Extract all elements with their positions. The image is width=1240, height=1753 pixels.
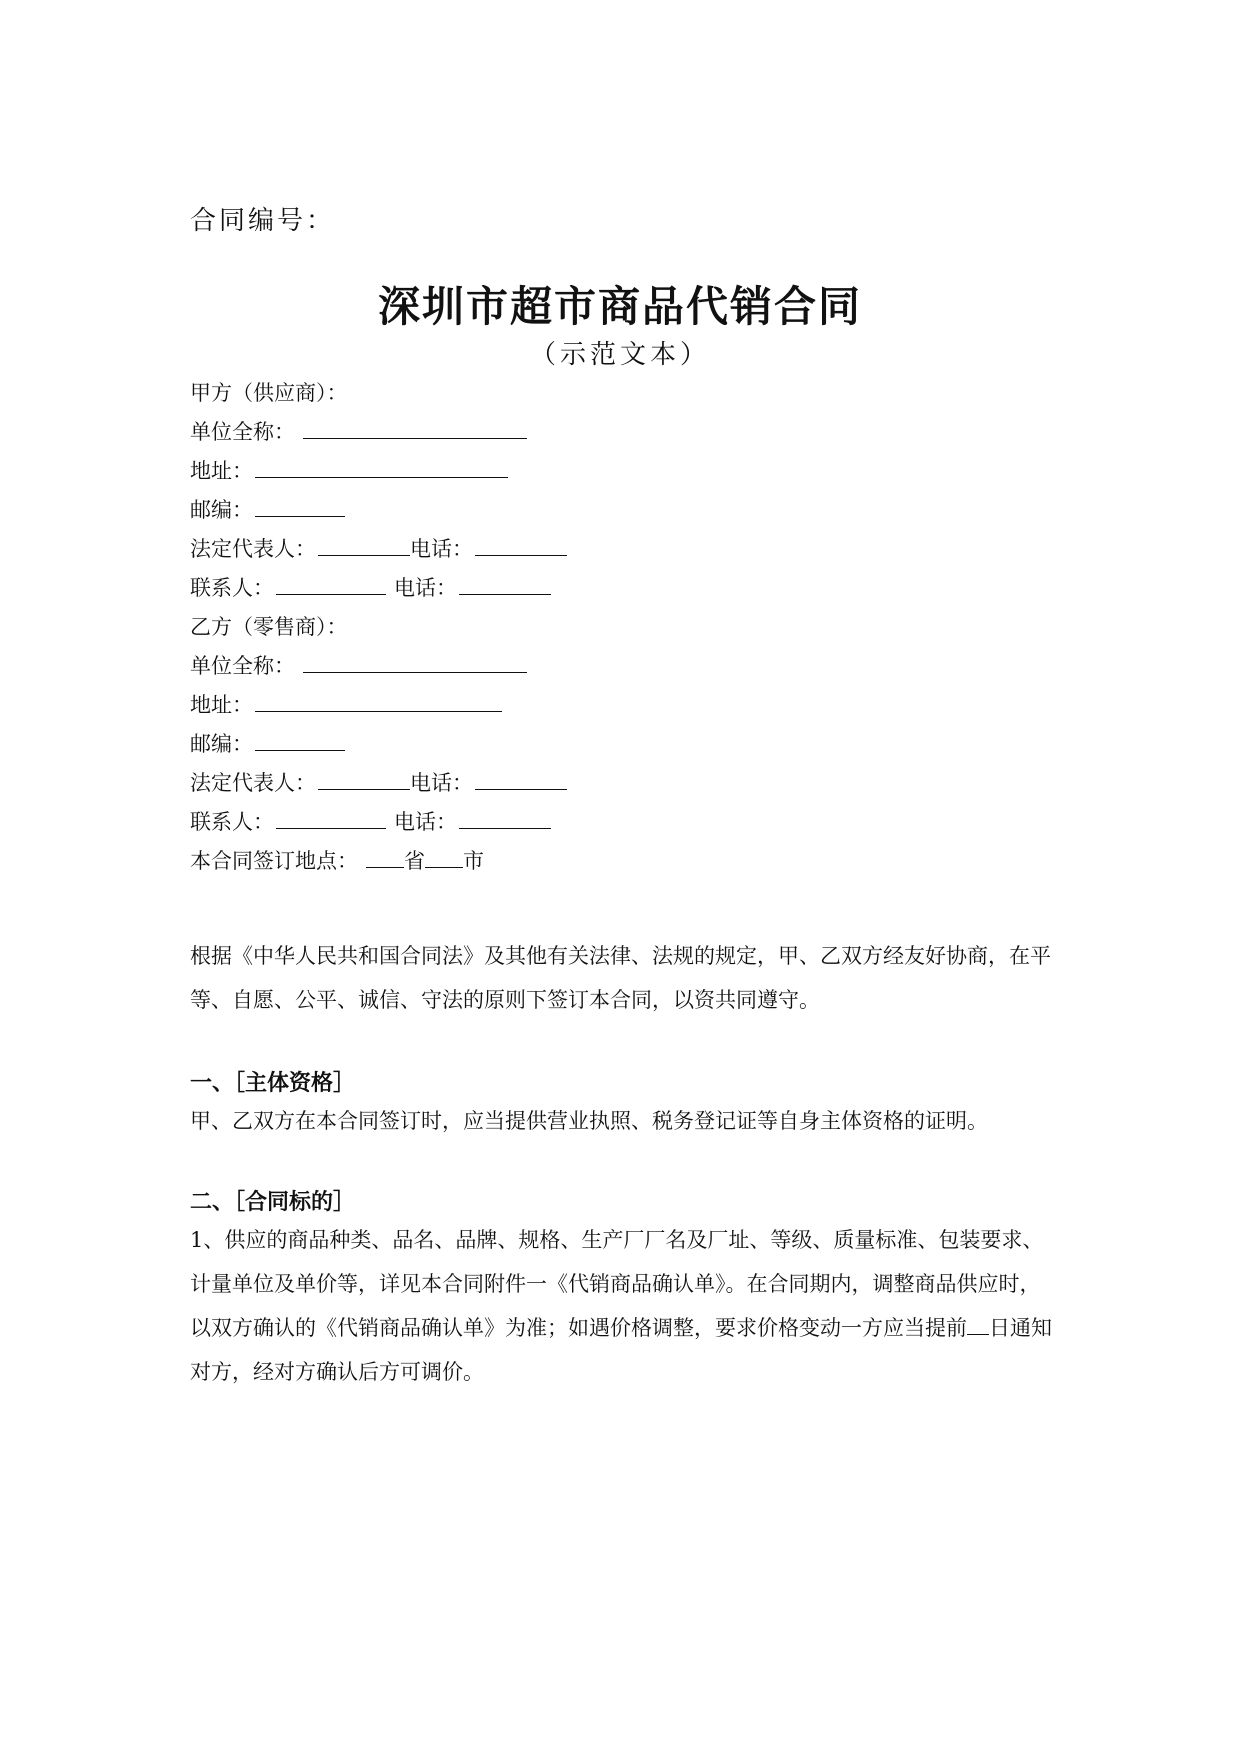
party-b-contact-row — [190, 808, 551, 836]
party-b-postcode-label: 邮编： — [190, 732, 253, 756]
party-a-address-label: 地址： — [190, 459, 253, 483]
party-b-legal-rep-label: 法定代表人： — [190, 771, 316, 795]
party-b-phone-label: 电话： — [410, 771, 473, 795]
signing-city-field[interactable] — [425, 847, 463, 868]
signing-place-label: 本合同签订地点： — [190, 849, 358, 873]
party-a-heading: 甲方（供应商）： — [190, 381, 348, 405]
section-1-body: 甲、乙双方在本合同签订时，应当提供营业执照、税务登记证等自身主体资格的证明。 — [190, 1109, 988, 1133]
party-b-address-label: 地址： — [190, 693, 253, 717]
signing-place-row — [190, 847, 484, 875]
party-b-phone-field[interactable] — [475, 769, 567, 790]
party-a-contact-label: 联系人： — [190, 576, 274, 600]
party-b-contact-label: 联系人： — [190, 810, 274, 834]
party-b-contact-phone-label: 电话： — [394, 810, 457, 834]
party-b-name-label: 单位全称： — [190, 654, 295, 678]
party-b-name-field[interactable] — [303, 652, 527, 673]
party-a-name-row — [190, 418, 527, 446]
party-a-phone-field[interactable] — [475, 535, 567, 556]
party-a-postcode-label: 邮编： — [190, 498, 253, 522]
section-2-body — [190, 1218, 1060, 1394]
signing-city-unit: 市 — [463, 849, 484, 873]
party-a-contact-phone-label: 电话： — [394, 576, 457, 600]
party-b-postcode-row — [190, 730, 345, 758]
party-a-address-row — [190, 457, 508, 485]
party-a-legal-rep-label: 法定代表人： — [190, 537, 316, 561]
party-a-name-label: 单位全称： — [190, 420, 295, 444]
signing-province-unit: 省 — [404, 849, 425, 873]
party-a-postcode-row — [190, 496, 345, 524]
party-b-contact-phone-field[interactable] — [459, 808, 551, 829]
party-b-postcode-field[interactable] — [255, 730, 345, 751]
party-a-contact-phone-field[interactable] — [459, 574, 551, 595]
section-2-heading: 二、［合同标的］ — [190, 1190, 356, 1215]
notice-days-field[interactable] — [967, 1314, 989, 1335]
document-subtitle: （示范文本） — [529, 340, 710, 370]
section-1-heading: 一、［主体资格］ — [190, 1071, 356, 1096]
preamble-paragraph: 根据《中华人民共和国合同法》及其他有关法律、法规的规定，甲、乙双方经友好协商，在平等、自愿、公平、诚信、守法的原则下签订本合同，以资共同遵守。 — [190, 944, 1051, 1012]
party-b-heading: 乙方（零售商）： — [190, 615, 348, 639]
party-a-phone-label: 电话： — [410, 537, 473, 561]
party-a-contact-field[interactable] — [276, 574, 386, 595]
party-a-address-field[interactable] — [255, 457, 508, 478]
document-title: 深圳市超市商品代销合同 — [377, 282, 862, 331]
section-2-body-text: 1、供应的商品种类、品名、品牌、规格、生产厂厂名及厂址、等级、质量标准、包装要求、计量单位及单价等，详见本合同附件一《代销商品确认单》。在合同期内，调整商品供应时，以双方确认的《代销商品确认单》为准；如遇价格调整，要求价格变动一方应当提前 — [190, 1228, 1044, 1340]
party-b-legal-rep-row — [190, 769, 567, 797]
signing-province-field[interactable] — [366, 847, 404, 868]
party-a-name-field[interactable] — [303, 418, 527, 439]
party-a-postcode-field[interactable] — [255, 496, 345, 517]
section-2-body-text-end: 日通知对方，经对方确认后方可调价。 — [190, 1316, 1052, 1384]
party-b-address-row — [190, 691, 502, 719]
party-b-legal-rep-field[interactable] — [318, 769, 410, 790]
contract-number-label: 合同编号： — [190, 206, 336, 236]
party-b-name-row — [190, 652, 527, 680]
party-a-contact-row — [190, 574, 551, 602]
party-a-legal-rep-field[interactable] — [318, 535, 410, 556]
party-a-legal-rep-row — [190, 535, 567, 563]
party-b-contact-field[interactable] — [276, 808, 386, 829]
party-b-address-field[interactable] — [255, 691, 502, 712]
